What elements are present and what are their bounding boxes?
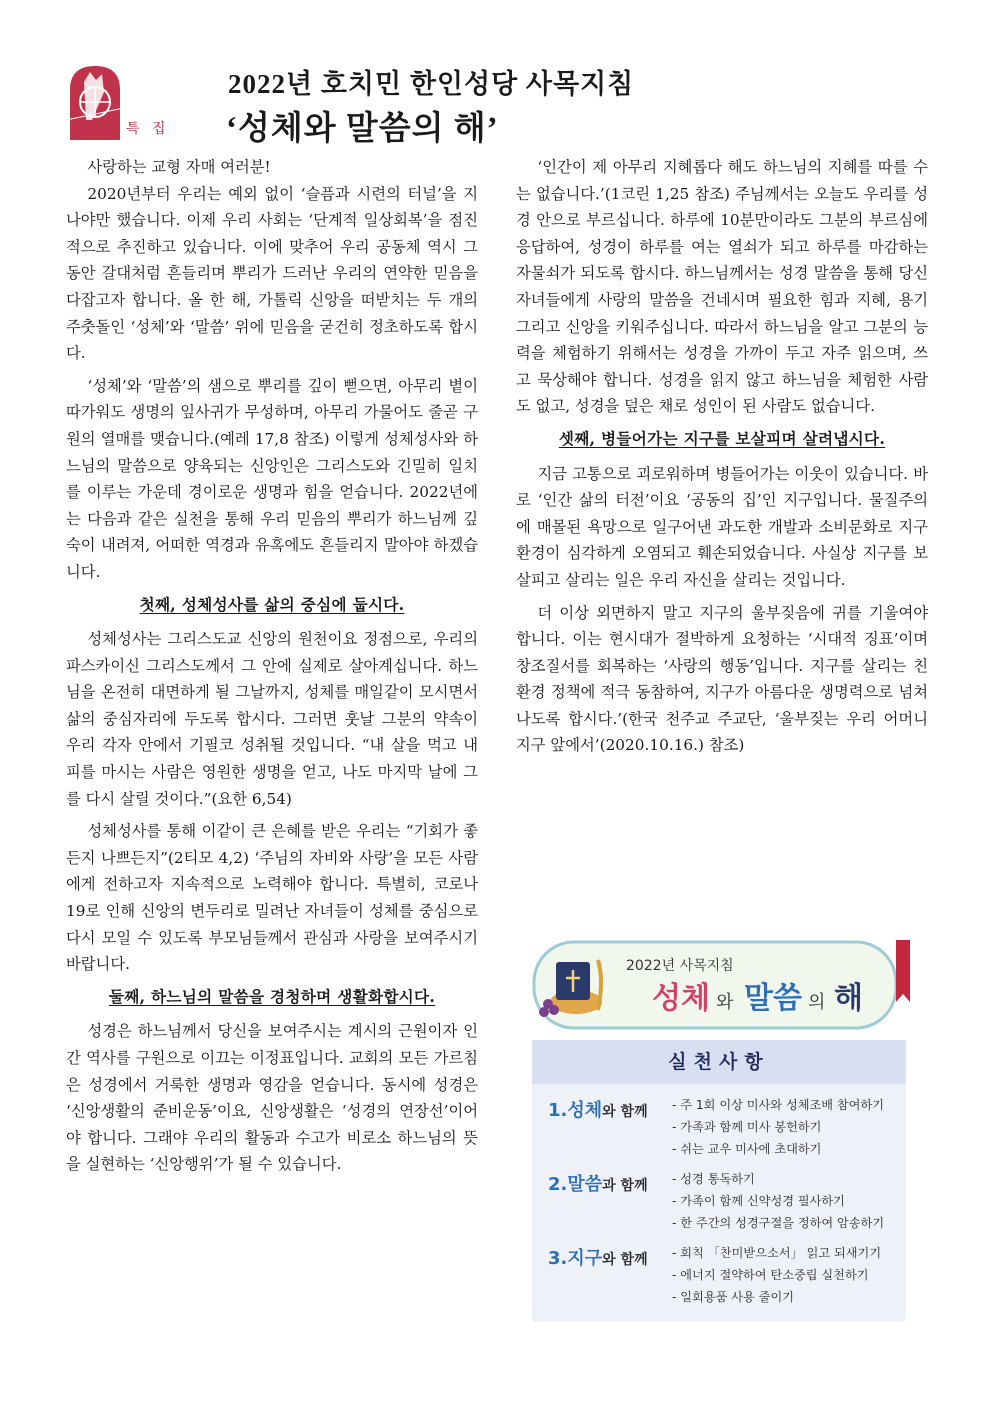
- parish-logo-icon: [66, 62, 124, 142]
- list-item: - 가족이 함께 신약성경 필사하기: [672, 1190, 884, 1212]
- special-section-label: 특 집: [126, 121, 170, 137]
- practice-group-title: 2.말씀과 함께: [548, 1174, 648, 1195]
- practice-box: [532, 1040, 906, 1322]
- paragraph: ‘성체’와 ‘말씀’의 샘으로 뿌리를 깊이 뻗으면, 아무리 볕이 따가워도 생명의 잎사귀가 무성하며, 아무리 가물어도 줄곧 구원의 열매를 맺습니다.(예레 17,8 참조) 이렇게 성체성사와 하느님의 말씀으로 양육되는 신앙인은 그리스도와 긴밀히 일치를 이루는 가운데 경이로운 생명과 힘을 얻습니다. 2022년에는 다음과 같은 실천을 통해 우리 믿음의 뿌리가 하느님께 깊숙이 내려져, 어떠한 역경과 유혹에도 흔들리지 말아야 하겠습니다.: [66, 376, 478, 581]
- practice-list: [672, 1094, 884, 1160]
- practice-group-title: 1.성체와 함께: [548, 1100, 648, 1121]
- list-item: - 쉬는 교우 미사에 초대하기: [672, 1138, 884, 1160]
- theme-banner: [532, 940, 912, 1030]
- section-heading: 둘째, 하느님의 말씀을 경청하며 생활화합시다.: [108, 986, 436, 1006]
- paragraph: 성경은 하느님께서 당신을 보여주시는 계시의 근원이자 인간 역사를 구원으로 이끄는 이정표입니다. 교회의 모든 가르침은 성경에서 거룩한 생명과 영감을 얻습니다. 동시에 성경은 ‘신앙생활의 준비운동’이요, 신앙생활은 ‘성경의 연장선’이어야 합니다. 그래야 우리의 활동과 수고가 비로소 하느님의 뜻을 실현하는 ‘신앙행위’가 될 수 있습니다.: [66, 1022, 478, 1174]
- banner-small-title: 2022년 사목지침: [626, 958, 734, 974]
- practice-list: [672, 1242, 881, 1308]
- list-item: - 한 주간의 성경구절을 정하여 암송하기: [672, 1212, 884, 1234]
- greeting-paragraph: 사랑하는 교형 자매 여러분!: [87, 158, 271, 176]
- banner-particle: 의: [808, 992, 826, 1013]
- paragraph: 더 이상 외면하지 말고 지구의 울부짖음에 귀를 기울여야 합니다. 이는 현시대가 절박하게 요청하는 ‘시대적 징표’이며 창조질서를 회복하는 ‘사랑의 행동’입니다. 지구를 살리는 친환경 정책에 적극 동참하여, 지구가 아름다운 생명력으로 넘쳐나도록 합시다.’(한국 천주교 주교단, ‘울부짖는 우리 어머니 지구 앞에서’(2020.10.16.) 참조): [516, 603, 928, 755]
- list-item: - 성경 통독하기: [672, 1168, 884, 1190]
- practice-group-title: 3.지구와 함께: [548, 1248, 648, 1269]
- list-item: - 주 1회 이상 미사와 성체조배 참여하기: [672, 1094, 884, 1116]
- list-item: - 에너지 절약하여 탄소중립 실천하기: [672, 1264, 881, 1286]
- section-heading: 첫째, 성체성사를 삶의 중심에 둡시다.: [139, 594, 405, 614]
- left-column: [66, 154, 478, 1184]
- banner-particle: 와: [716, 992, 734, 1013]
- paragraph: ‘인간이 제 아무리 지혜롭다 해도 하느님의 지혜를 따를 수는 없습니다.’(1코린 1,25 참조) 주님께서는 오늘도 우리를 성경 안으로 부르십니다. 하루에 10분만이라도 그분의 부르심에 응답하여, 성경이 하루를 여는 열쇠가 되고 하루를 마감하는 자물쇠가 되도록 합시다. 하느님께서는 성경 말씀을 통해 당신 자녀들에게 사랑의 말씀을 건네시며 필요한 힘과 지혜, 용기 그리고 신앙을 키워주십니다. 따라서 하느님을 알고 그분의 능력을 체험하기 위해서는 성경을 가까이 두고 자주 읽으며, 쓰고 묵상해야 합니다. 성경을 읽지 않고 하느님을 체험한 사람도 없고, 성경을 덮은 채로 성인이 된 사람도 없습니다.: [516, 158, 928, 416]
- list-item: - 가족과 함께 미사 봉헌하기: [672, 1116, 884, 1138]
- banner-word-word: 말씀: [744, 981, 802, 1016]
- section-heading: 셋째, 병들어가는 지구를 보살피며 살려냅시다.: [558, 428, 886, 448]
- right-column: [516, 154, 928, 765]
- banner-word-eucharist: 성체: [652, 981, 710, 1016]
- list-item: - 회칙 「찬미받으소서」 읽고 되새기기: [672, 1242, 881, 1264]
- practice-title: 실천사항: [532, 1040, 906, 1084]
- banner-word-year: 해: [834, 981, 863, 1016]
- page-subtitle: ‘성체와 말씀의 해’: [226, 111, 499, 147]
- list-item: - 일회용품 사용 줄이기: [672, 1286, 881, 1308]
- paragraph: 성체성사는 그리스도교 신앙의 원천이요 정점으로, 우리의 파스카이신 그리스도께서 그 안에 실제로 살아계십니다. 하느님을 온전히 대면하게 될 그날까지, 성체를 매일같이 모시면서 삶의 중심자리에 두도록 합시다. 그러면 훗날 그분의 약속이 우리 각자 안에서 기필코 성취될 것입니다. “내 살을 먹고 내 피를 마시는 사람은 영원한 생명을 얻고, 나도 마지막 날에 그를 다시 살릴 것이다.”(요한 6,54): [66, 630, 478, 808]
- paragraph: 성체성사를 통해 이같이 큰 은혜를 받은 우리는 “기회가 좋든지 나쁘든지”(2티모 4,2) ‘주님의 자비와 사랑’을 모든 사람에게 전하고자 지속적으로 노력해야 합니다. 특별히, 코로나19로 인해 신앙의 변두리로 밀려난 자녀들이 성체를 중심으로 다시 모일 수 있도록 부모님들께서 관심과 사랑을 보여주시기 바랍니다.: [66, 822, 478, 974]
- paragraph: 지금 고통으로 괴로워하며 병들어가는 이웃이 있습니다. 바로 ‘인간 삶의 터전’이요 ‘공동의 집’인 지구입니다. 물질주의에 매몰된 욕망으로 일구어낸 과도한 개발과 소비문화로 지구환경이 심각하게 오염되고 훼손되었습니다. 사실상 지구를 보살피고 살리는 일은 우리 자신을 살리는 것입니다.: [516, 464, 928, 589]
- intro-paragraph: 2020년부터 우리는 예외 없이 ‘슬픔과 시련의 터널’을 지나야만 했습니다. 이제 우리 사회는 ‘단계적 일상회복’을 점진적으로 추진하고 있습니다. 이에 맞추어 우리 공동체 역시 그동안 갈대처럼 흔들리며 뿌리가 드러난 우리의 연약한 믿음을 다잡고자 합니다. 올 한 해, 가톨릭 신앙을 떠받치는 두 개의 주춧돌인 ‘성체’와 ‘말씀’ 위에 믿음을 굳건히 정초하도록 합시다.: [66, 184, 478, 363]
- page-title: 2022년 호치민 한인성당 사목지침: [228, 69, 635, 99]
- practice-list: [672, 1168, 884, 1234]
